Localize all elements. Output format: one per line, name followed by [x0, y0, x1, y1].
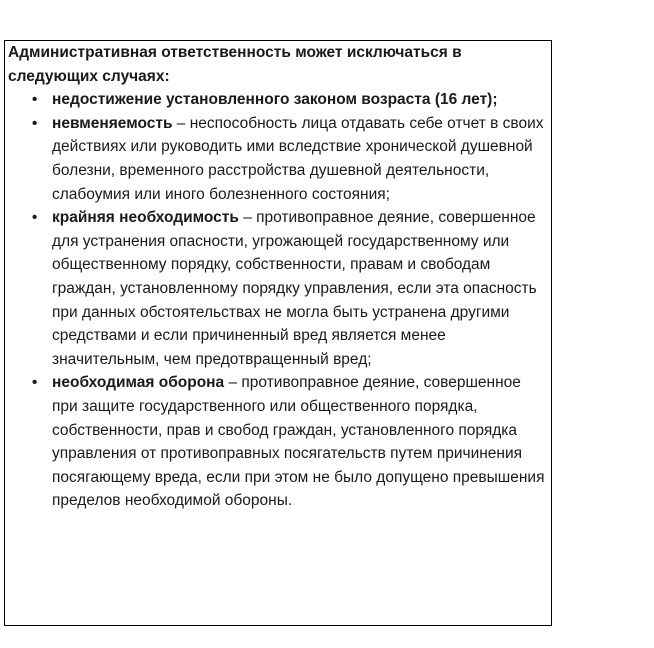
item-text: – противоправное деяние, совершенное для устранения опасности, угрожающей государственному или общественному порядку, собственности, правам и свободам граждан, установленному порядку управления, если эта опасность при данных обстоятельствах не могла быть устранена другими средствами и если причиненный вред является менее значительным, чем предотвращенный вред;: [52, 209, 537, 368]
bullet-icon: •: [32, 91, 38, 109]
bullet-icon: •: [32, 374, 38, 392]
list-item-extreme-necessity: [8, 206, 548, 371]
list-item-age: [8, 88, 548, 112]
exclusion-list: [8, 88, 548, 513]
item-term: необходимая оборона: [52, 374, 225, 392]
list-item-insanity: [8, 112, 548, 206]
item-term: невменяемость: [52, 114, 173, 132]
item-term: недостижение установленного законом возраста: [52, 91, 431, 109]
item-text: – неспособность лица отдавать себе отчет в своих действиях или руководить ими вследствие хронической душевной болезни, временного расстройства душевной деятельности, слабоумия или иного болезненного состояния;: [52, 114, 544, 203]
list-item-self-defense: [8, 371, 548, 513]
item-text: (16 лет);: [430, 91, 498, 109]
bullet-icon: •: [32, 209, 38, 227]
document-body: [8, 41, 548, 513]
item-term: крайняя необходимость: [52, 209, 239, 227]
bullet-icon: •: [32, 114, 38, 132]
document-heading: Административная ответственность может исключаться в следующих случаях:: [8, 44, 462, 85]
item-text: – противоправное деяние, совершенное при защите государственного или общественного порядка, собственности, прав и свобод граждан, установленного порядка управления от противоправных посягательств путем причинения посягающему вреда, если при этом не было допущено превышения пределов необходимой обороны.: [52, 374, 545, 510]
